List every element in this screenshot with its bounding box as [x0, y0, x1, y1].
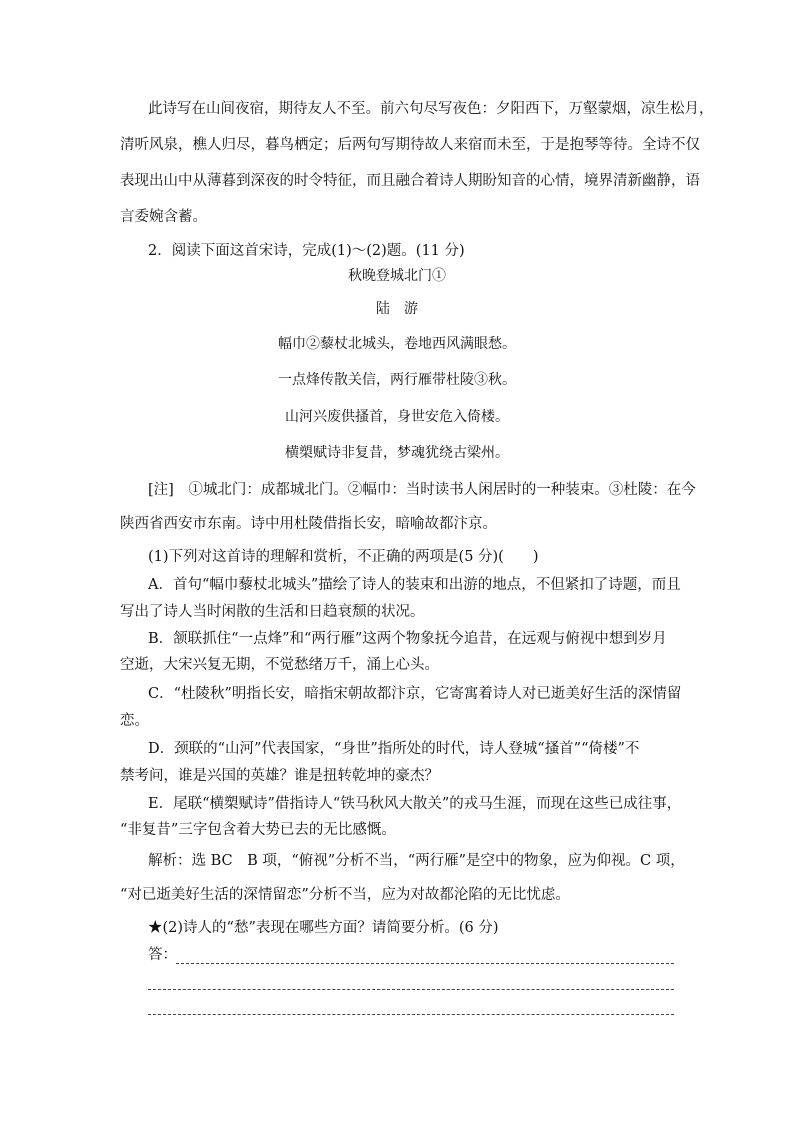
poem-author: 陆 游 — [376, 301, 418, 317]
sub1-stem: (1)下列对这首诗的理解和赏析，不正确的两项是(5 分)( ) — [148, 549, 539, 565]
option-e-line-1: E．尾联“横槊赋诗”借指诗人“铁马秋风大散关”的戎马生涯，而现在这些已成往事， — [148, 796, 682, 812]
answer-label: 答： — [148, 947, 177, 963]
option-d-line-2: 禁考问，谁是兴国的英雄？谁是扭转乾坤的豪杰？ — [120, 768, 439, 784]
answer-line-3[interactable] — [148, 1013, 674, 1015]
option-b-line-2: 空逝，大宋兴复无期，不觉愁绪万千，涌上心头。 — [120, 657, 439, 673]
answer-line-1[interactable] — [176, 962, 674, 964]
poem-line-4: 横槊赋诗非复昔，梦魂犹绕古梁州。 — [285, 445, 509, 461]
poem-line-3: 山河兴废供搔首，身世安危入倚楼。 — [285, 409, 509, 425]
notes-line-1: [注] ①城北门：成都城北门。②幅巾：当时读书人闲居时的一种装束。③杜陵：在今 — [148, 482, 696, 498]
option-a-line-1: A．首句“幅巾藜杖北城头”描绘了诗人的装束和出游的地点，不但紧扣了诗题，而且 — [148, 577, 681, 593]
option-c-line-1: C．“杜陵秋”明指长安，暗指宋朝故都汴京，它寄寓着诗人对已逝美好生活的深情留 — [148, 686, 682, 702]
intro-line-2: 清听风泉，樵人归尽，暮鸟栖定；后两句写期待故人来宿而未至，于是抱琴等待。全诗不仅 — [120, 137, 700, 153]
answer-line-2[interactable] — [148, 988, 674, 990]
intro-line-1: 此诗写在山间夜宿，期待友人不至。前六句尽写夜色：夕阳西下，万壑蒙烟，凉生松月， — [148, 101, 714, 117]
analysis-line-1: 解析：选 BC B 项，“俯视”分析不当，“两行雁”是空中的物象，应为仰视。C 项， — [148, 853, 685, 869]
option-c-line-2: 恋。 — [120, 713, 149, 729]
sub2-stem: ★(2)诗人的“愁”表现在哪些方面？请简要分析。(6 分) — [148, 920, 499, 936]
intro-line-3: 表现出山中从薄暮到深夜的时令特征，而且融合着诗人期盼知音的心情，境界清新幽静，语 — [120, 173, 700, 189]
intro-line-4: 言委婉含蓄。 — [120, 209, 207, 225]
notes-line-2: 陕西省西安市东南。诗中用杜陵借指长安，暗喻故都汴京。 — [120, 516, 497, 532]
poem-line-2: 一点烽传散关信，两行雁带杜陵③秋。 — [278, 372, 516, 388]
poem-title: 秋晚登城北门① — [348, 268, 446, 284]
question-2-stem: 2．阅读下面这首宋诗，完成(1)～(2)题。(11 分) — [148, 243, 465, 259]
analysis-line-2: “对已逝美好生活的深情留恋”分析不当，应为对故都沦陷的无比忧虑。 — [120, 887, 570, 903]
option-d-line-1: D．颈联的“山河”代表国家，“身世”指所处的时代，诗人登城“搔首”“倚楼”不 — [148, 741, 640, 757]
option-a-line-2: 写出了诗人当时闲散的生活和日趋衰颓的状况。 — [120, 604, 425, 620]
option-b-line-1: B．颔联抓住“一点烽”和“两行雁”这两个物象抚今追昔，在远观与俯视中想到岁月 — [148, 631, 667, 647]
option-e-line-2: “非复昔”三字包含着大势已去的无比感慨。 — [120, 822, 396, 838]
poem-line-1: 幅巾②藜杖北城头，卷地西风满眼愁。 — [278, 336, 516, 352]
